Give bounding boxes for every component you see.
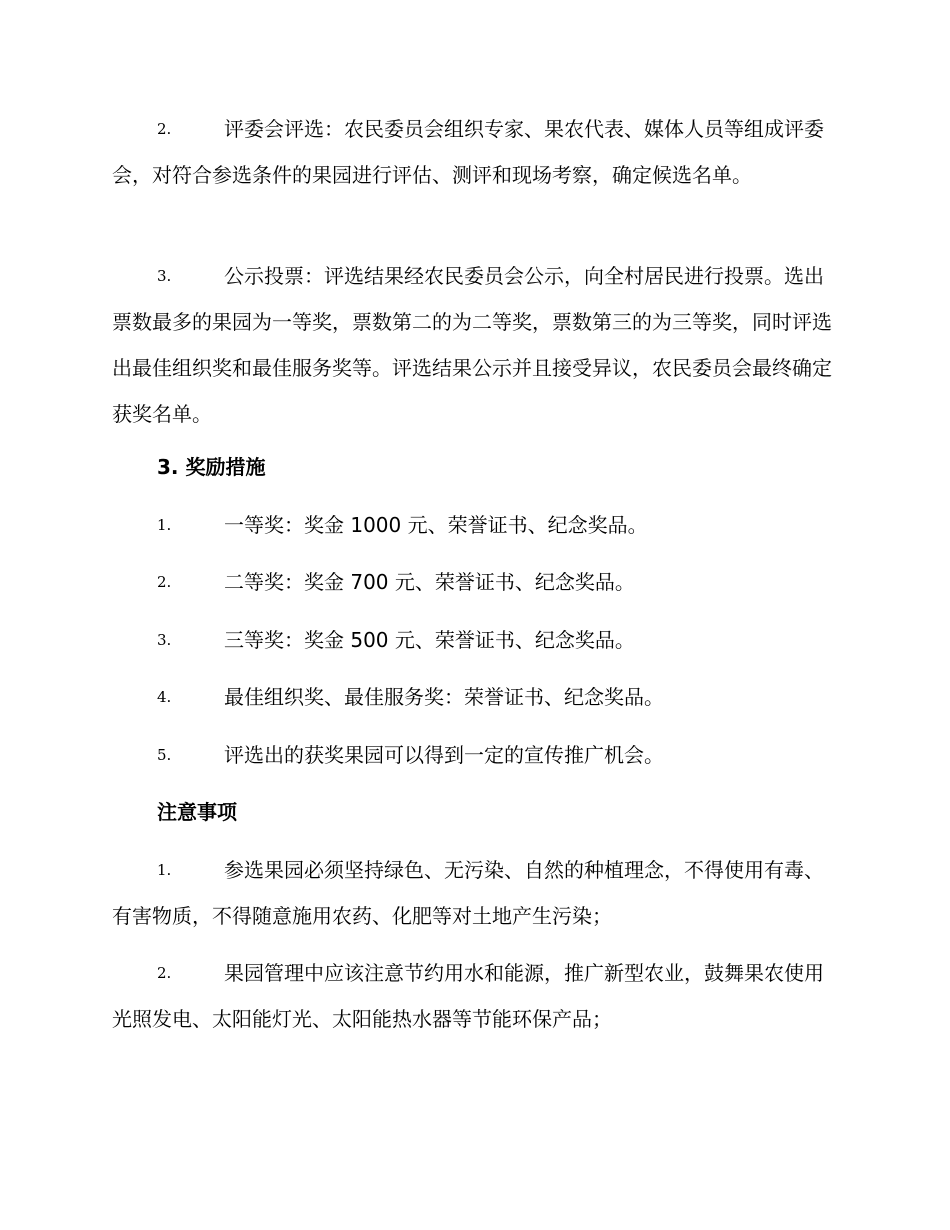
list-number: 2. xyxy=(157,120,172,138)
list-item-text: 三等奖：奖金 500 元、荣誉证书、纪念奖品。 xyxy=(224,628,635,652)
award-item-5 xyxy=(112,732,834,778)
list-item-text: 果园管理中应该注意节约用水和能源，推广新型农业，鼓舞果农使用光照发电、太阳能灯光、太阳能热水器等节能环保产品； xyxy=(112,961,824,1031)
note-item-1 xyxy=(112,847,834,939)
list-item-text: 一等奖：奖金 1000 元、荣誉证书、纪念奖品。 xyxy=(224,513,648,537)
list-number: 3. xyxy=(157,267,172,285)
list-item-text: 最佳组织奖、最佳服务奖：荣誉证书、纪念奖品。 xyxy=(224,685,664,709)
list-number: 3. xyxy=(157,631,172,649)
awards-heading: 3. 奖励措施 xyxy=(157,455,266,479)
award-item-4 xyxy=(112,674,834,720)
selection-step-2 xyxy=(112,106,834,198)
list-number: 4. xyxy=(157,688,172,706)
list-item-text: 评委会评选：农民委员会组织专家、果农代表、媒体人员等组成评委会，对符合参选条件的果园进行评估、测评和现场考察，确定候选名单。 xyxy=(112,117,824,187)
list-number: 2. xyxy=(157,964,172,982)
selection-step-3 xyxy=(112,253,834,437)
list-item-text: 公示投票：评选结果经农民委员会公示，向全村居民进行投票。选出票数最多的果园为一等奖，票数第二的为二等奖，票数第三的为三等奖，同时评选出最佳组织奖和最佳服务奖等。评选结果公示并且接受异议，农民委员会最终确定获奖名单。 xyxy=(112,264,832,426)
award-item-1 xyxy=(112,502,834,548)
list-item-text: 二等奖：奖金 700 元、荣誉证书、纪念奖品。 xyxy=(224,570,635,594)
note-item-2 xyxy=(112,950,834,1042)
list-number: 2. xyxy=(157,573,172,591)
list-number: 5. xyxy=(157,746,172,764)
list-item-text: 参选果园必须坚持绿色、无污染、自然的种植理念，不得使用有毒、有害物质，不得随意施用农药、化肥等对土地产生污染； xyxy=(112,858,824,928)
award-item-3 xyxy=(112,617,834,663)
notes-heading: 注意事项 xyxy=(157,800,237,824)
list-number: 1. xyxy=(157,516,172,534)
list-item-text: 评选出的获奖果园可以得到一定的宣传推广机会。 xyxy=(224,743,664,767)
list-number: 1. xyxy=(157,861,172,879)
award-item-2 xyxy=(112,559,834,605)
